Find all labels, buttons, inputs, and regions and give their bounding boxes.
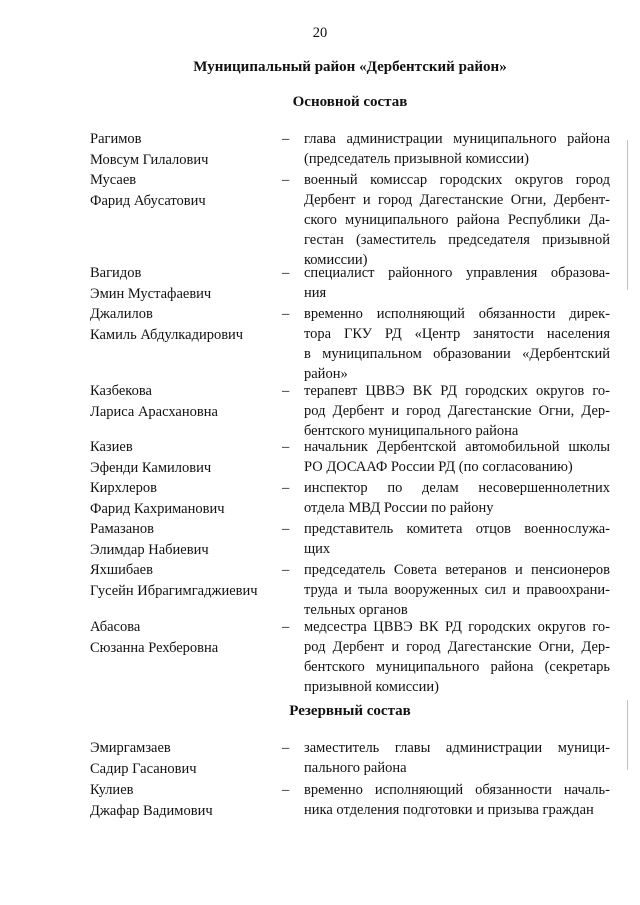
role-line: бентского муниципального района (секретарь — [304, 659, 610, 675]
role-line: терапевт ЦВВЭ ВК РД городских округов го- — [304, 383, 610, 399]
role-line: представитель комитета отцов военнослужа- — [304, 521, 610, 537]
member-surname: Яхшибаев — [90, 562, 153, 578]
member-name — [90, 560, 280, 602]
reserve-composition-heading: Резервный состав — [289, 703, 411, 719]
member-role — [304, 519, 610, 559]
member-surname: Казбекова — [90, 383, 152, 399]
member-name — [90, 263, 280, 305]
member-given-names: Джафар Вадимович — [90, 803, 213, 819]
role-line: председатель Совета ветеранов и пенсионеров — [304, 562, 610, 578]
member-role — [304, 437, 610, 477]
role-line: ского муниципального района Республики Да- — [304, 212, 610, 228]
role-line: пального района — [304, 760, 407, 776]
role-line: труда и тыла вооруженных сил и правоохрани- — [304, 582, 610, 598]
role-line: в муниципальном образовании «Дербентский — [304, 346, 610, 362]
member-name — [90, 437, 280, 479]
dash-separator: – — [282, 439, 290, 455]
member-surname: Мусаев — [90, 172, 137, 188]
member-name — [90, 129, 280, 171]
role-line: Дербент и город Дагестанские Огни, Дербент- — [304, 192, 610, 208]
role-line: медсестра ЦВВЭ ВК РД городских округов го- — [304, 619, 610, 635]
member-surname: Рагимов — [90, 131, 142, 147]
member-given-names: Фарид Абусатович — [90, 193, 206, 209]
dash-separator: – — [282, 740, 290, 756]
scan-margin-mark — [627, 700, 628, 770]
member-given-names: Элимдар Набиевич — [90, 542, 209, 558]
dash-separator: – — [282, 619, 290, 635]
member-role — [304, 170, 610, 270]
member-surname: Казиев — [90, 439, 133, 455]
member-given-names: Эмин Мустафаевич — [90, 286, 212, 302]
role-line: ника отделения подготовки и призыва граждан — [304, 802, 594, 818]
member-name — [90, 738, 280, 780]
role-line: военный комиссар городских округов город — [304, 172, 610, 188]
member-given-names: Мовсум Гилалович — [90, 152, 209, 168]
role-line: гестан (заместитель председателя призывной — [304, 232, 610, 248]
role-line: тора ГКУ РД «Центр занятости населения — [304, 326, 610, 342]
member-name — [90, 780, 280, 822]
role-line: специалист районного управления образова- — [304, 265, 610, 281]
role-line: отдела МВД России по району — [304, 500, 494, 516]
role-line: бентского муниципального района — [304, 423, 519, 439]
member-given-names: Лариса Арасхановна — [90, 404, 218, 420]
member-given-names: Эфенди Камилович — [90, 460, 212, 476]
member-role — [304, 738, 610, 778]
dash-separator: – — [282, 172, 290, 188]
dash-separator: – — [282, 265, 290, 281]
dash-separator: – — [282, 306, 290, 322]
role-line: РО ДОСААФ России РД (по согласованию) — [304, 459, 573, 475]
role-line: район» — [304, 366, 348, 382]
member-name — [90, 617, 280, 659]
member-given-names: Сюзанна Рехберовна — [90, 640, 219, 656]
role-line: заместитель главы администрации муници- — [304, 740, 610, 756]
role-line: инспектор по делам несовершеннолетних — [304, 480, 610, 496]
member-surname: Эмиргамзаев — [90, 740, 171, 756]
dash-separator: – — [282, 131, 290, 147]
role-line: глава администрации муниципального района — [304, 131, 610, 147]
role-line: (председатель призывной комиссии) — [304, 151, 529, 167]
member-name — [90, 478, 280, 520]
role-line: щих — [304, 541, 331, 557]
member-role — [304, 478, 610, 518]
role-line: призывной комиссии) — [304, 679, 439, 695]
scan-margin-mark — [627, 140, 628, 290]
member-surname: Кирхлеров — [90, 480, 157, 496]
role-line: ния — [304, 285, 327, 301]
dash-separator: – — [282, 521, 290, 537]
dash-separator: – — [282, 383, 290, 399]
role-line: род Дербент и город Дагестанские Огни, Дер- — [304, 403, 610, 419]
role-line: тельных органов — [304, 602, 408, 618]
member-surname: Вагидов — [90, 265, 142, 281]
role-line: временно исполняющий обязанности дирек- — [304, 306, 610, 322]
member-name — [90, 519, 280, 561]
member-surname: Джалилов — [90, 306, 153, 322]
member-surname: Кулиев — [90, 782, 134, 798]
dash-separator: – — [282, 480, 290, 496]
page-number: 20 — [312, 25, 328, 41]
member-role — [304, 304, 610, 384]
dash-separator: – — [282, 782, 290, 798]
dash-separator: – — [282, 562, 290, 578]
member-role — [304, 617, 610, 697]
member-given-names: Фарид Кахриманович — [90, 501, 225, 517]
member-role — [304, 560, 610, 620]
member-role — [304, 129, 610, 169]
document-title: Муниципальный район «Дербентский район» — [193, 59, 507, 75]
member-name — [90, 170, 280, 212]
member-given-names: Гусейн Ибрагимгаджиевич — [90, 583, 258, 599]
member-role — [304, 780, 610, 820]
member-name — [90, 381, 280, 423]
member-surname: Рамазанов — [90, 521, 155, 537]
member-role — [304, 381, 610, 441]
member-given-names: Камиль Абдулкадирович — [90, 327, 244, 343]
member-role — [304, 263, 610, 303]
member-surname: Абасова — [90, 619, 141, 635]
role-line: род Дербент и город Дагестанские Огни, Дер- — [304, 639, 610, 655]
main-composition-heading: Основной состав — [292, 94, 408, 110]
role-line: начальник Дербентской автомобильной школы — [304, 439, 610, 455]
member-name — [90, 304, 280, 346]
role-line: комиссии) — [304, 252, 368, 268]
role-line: временно исполняющий обязанности началь- — [304, 782, 610, 798]
member-given-names: Садир Гасанович — [90, 761, 197, 777]
